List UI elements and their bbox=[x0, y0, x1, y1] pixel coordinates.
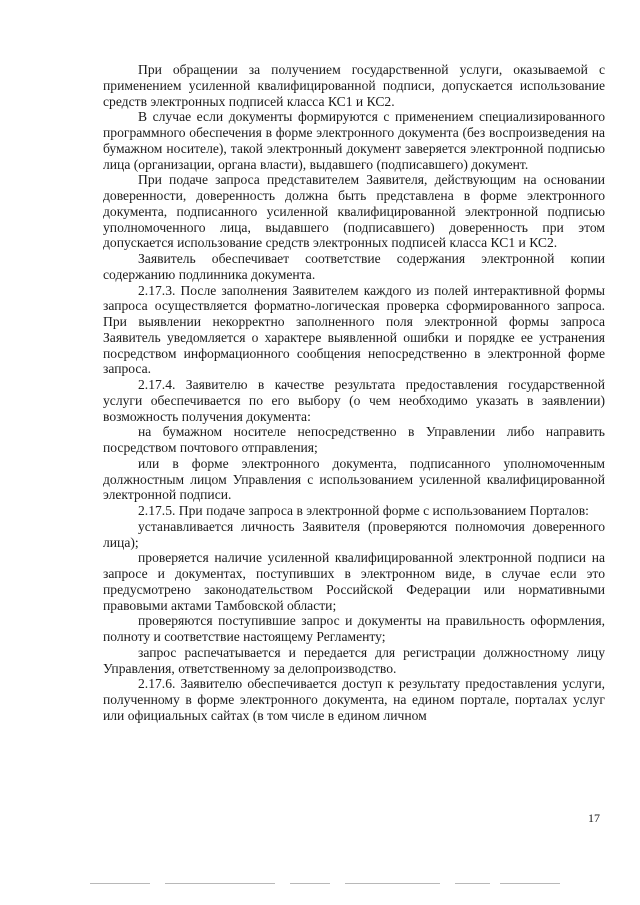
document-body bbox=[103, 62, 605, 724]
page-number: 17 bbox=[588, 811, 600, 825]
paragraph-signature-classes: При обращении за получением государственной услуги, оказываемой с применением усиленной квалифицированной подписи, допускается использование средств электронных подписей класса КС1 и КС2. bbox=[103, 62, 605, 109]
paragraph-paper-option: на бумажном носителе непосредственно в Управлении либо направить посредством почтового отправления; bbox=[103, 424, 605, 455]
paragraph-electronic-option: или в форме электронного документа, подписанного уполномоченным должностным лицом Управления с использованием усиленной квалифицированной электронной подписи. bbox=[103, 455, 605, 503]
paragraph-request-registration: запрос распечатывается и передается для регистрации должностному лицу Управления, ответственному за делопроизводство. bbox=[103, 644, 605, 676]
scan-artifact-line bbox=[90, 880, 560, 888]
paragraph-2-17-3: 2.17.3. После заполнения Заявителем каждого из полей интерактивной формы запроса осуществляется форматно-логическая проверка сформированного запроса. При выявлении некорректно заполненного поля электронной формы запроса Заявитель уведомляется о характере выявленной ошибки и порядке ее устранения посредством информационного сообщения непосредственно в электронной форме запроса. bbox=[103, 282, 605, 377]
paragraph-representative: При подаче запроса представителем Заявителя, действующим на основании доверенности, доверенность должна быть представлена в форме электронного документа, подписанного усиленной квалифицированной электронной подписью уполномоченного лица, выдавшего (подписавшего) доверенность при этом допускается использование средств электронных подписей класса КС1 и КС2. bbox=[103, 172, 605, 251]
paragraph-documents-check: проверяются поступившие запрос и документы на правильность оформления, полноту и соответствие настоящему Регламенту; bbox=[103, 613, 605, 644]
paragraph-identity-check: устанавливается личность Заявителя (проверяются полномочия доверенного лица); bbox=[103, 518, 605, 550]
paragraph-signature-check: проверяется наличие усиленной квалифицированной электронной подписи на запросе и документах, поступивших в электронном виде, в случае если это предусмотрено законодательством Российской Федерации или нормативными правовыми актами Тамбовской области; bbox=[103, 550, 605, 613]
paragraph-2-17-6: 2.17.6. Заявителю обеспечивается доступ к результату предоставления услуги, полученному в форме электронного документа, на едином портале, порталах услуг или официальных сайтах (в том числе в едином личном bbox=[103, 676, 605, 723]
paragraph-2-17-5: 2.17.5. При подаче запроса в электронной форме с использованием Порталов: bbox=[138, 503, 589, 518]
paragraph-2-17-4: 2.17.4. Заявителю в качестве результата предоставления государственной услуги обеспечивается по его выбору (о чем необходимо указать в заявлении) возможность получения документа: bbox=[103, 377, 605, 424]
paragraph-copy-conformity: Заявитель обеспечивает соответствие содержания электронной копии содержанию подлинника документа. bbox=[103, 251, 605, 282]
paragraph-electronic-document: В случае если документы формируются с применением специализированного программного обеспечения в форме электронного документа (без воспроизведения на бумажном носителе), такой электронный документ заверяется электронной подписью лица (организации, органа власти), выдавшего (подписавшего) документ. bbox=[103, 109, 605, 172]
